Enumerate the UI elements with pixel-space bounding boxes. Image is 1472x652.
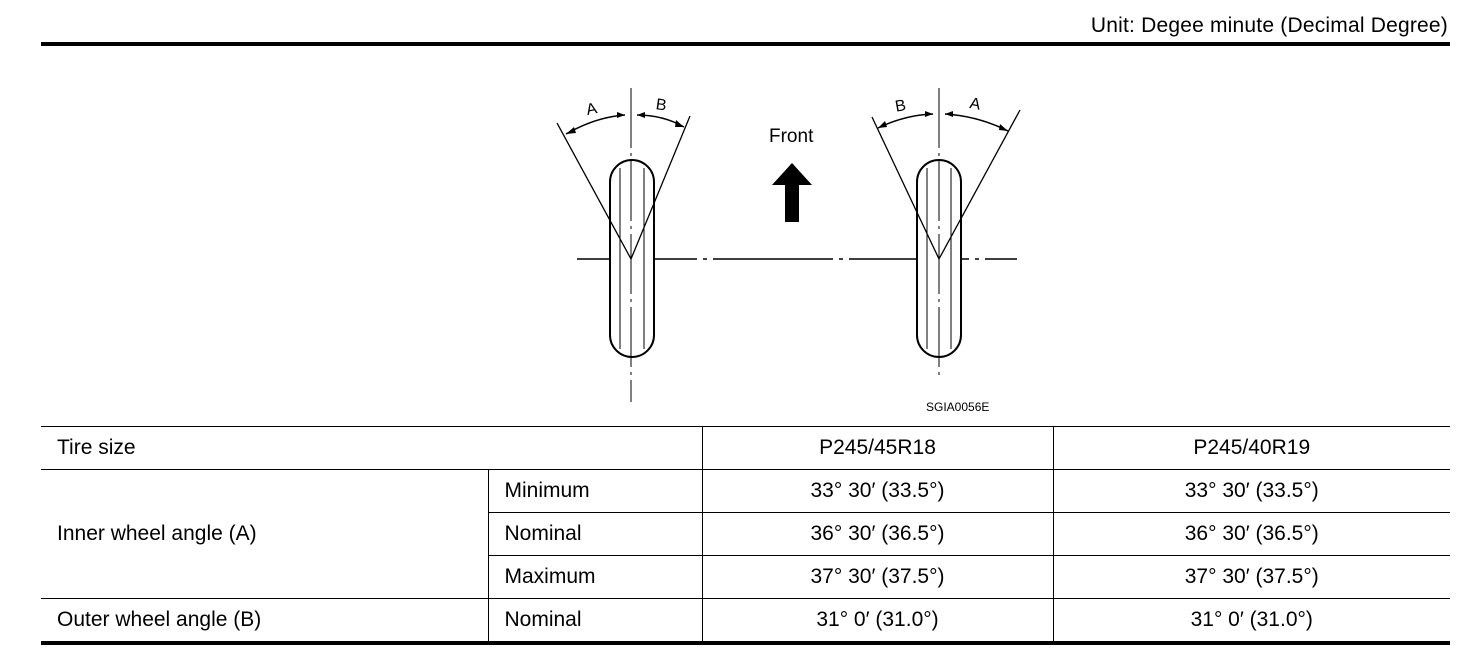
inner-min-value-2: 33° 30′ (33.5°) [1053, 470, 1450, 513]
front-label: Front [769, 126, 814, 147]
inner-max-value-1: 37° 30′ (37.5°) [702, 556, 1053, 599]
inner-nominal-value-2: 36° 30′ (36.5°) [1053, 513, 1450, 556]
outer-nominal-value-2: 31° 0′ (31.0°) [1053, 599, 1450, 644]
label-a-right: A [968, 95, 982, 114]
unit-label: Unit: Degee minute (Decimal Degree) [1090, 14, 1448, 37]
right-wheel [872, 88, 1020, 380]
inner-min-value-1: 33° 30′ (33.5°) [702, 470, 1053, 513]
steering-angle-table [41, 426, 1450, 645]
tire-size-col2: P245/40R19 [1053, 427, 1450, 470]
inner-min-label: Minimum [488, 470, 702, 513]
table-row [41, 599, 1450, 644]
figure-code: SGIA0056E [926, 400, 990, 414]
inner-nominal-label: Nominal [488, 513, 702, 556]
outer-nominal-label: Nominal [488, 599, 702, 644]
arrow-up-icon [772, 163, 812, 222]
inner-max-label: Maximum [488, 556, 702, 599]
outer-nominal-value-1: 31° 0′ (31.0°) [702, 599, 1053, 644]
outer-wheel-angle-label: Outer wheel angle (B) [41, 599, 488, 644]
label-b-right: B [893, 97, 908, 116]
inner-max-value-2: 37° 30′ (37.5°) [1053, 556, 1450, 599]
tire-size-label: Tire size [41, 427, 702, 470]
left-wheel [557, 88, 690, 402]
label-b-left: B [654, 96, 668, 115]
label-a-left: A [584, 100, 599, 120]
tire-size-col1: P245/45R18 [702, 427, 1053, 470]
table-header-row [41, 427, 1450, 470]
inner-nominal-value-1: 36° 30′ (36.5°) [702, 513, 1053, 556]
table-row [41, 470, 1450, 513]
inner-wheel-angle-label: Inner wheel angle (A) [41, 470, 488, 599]
